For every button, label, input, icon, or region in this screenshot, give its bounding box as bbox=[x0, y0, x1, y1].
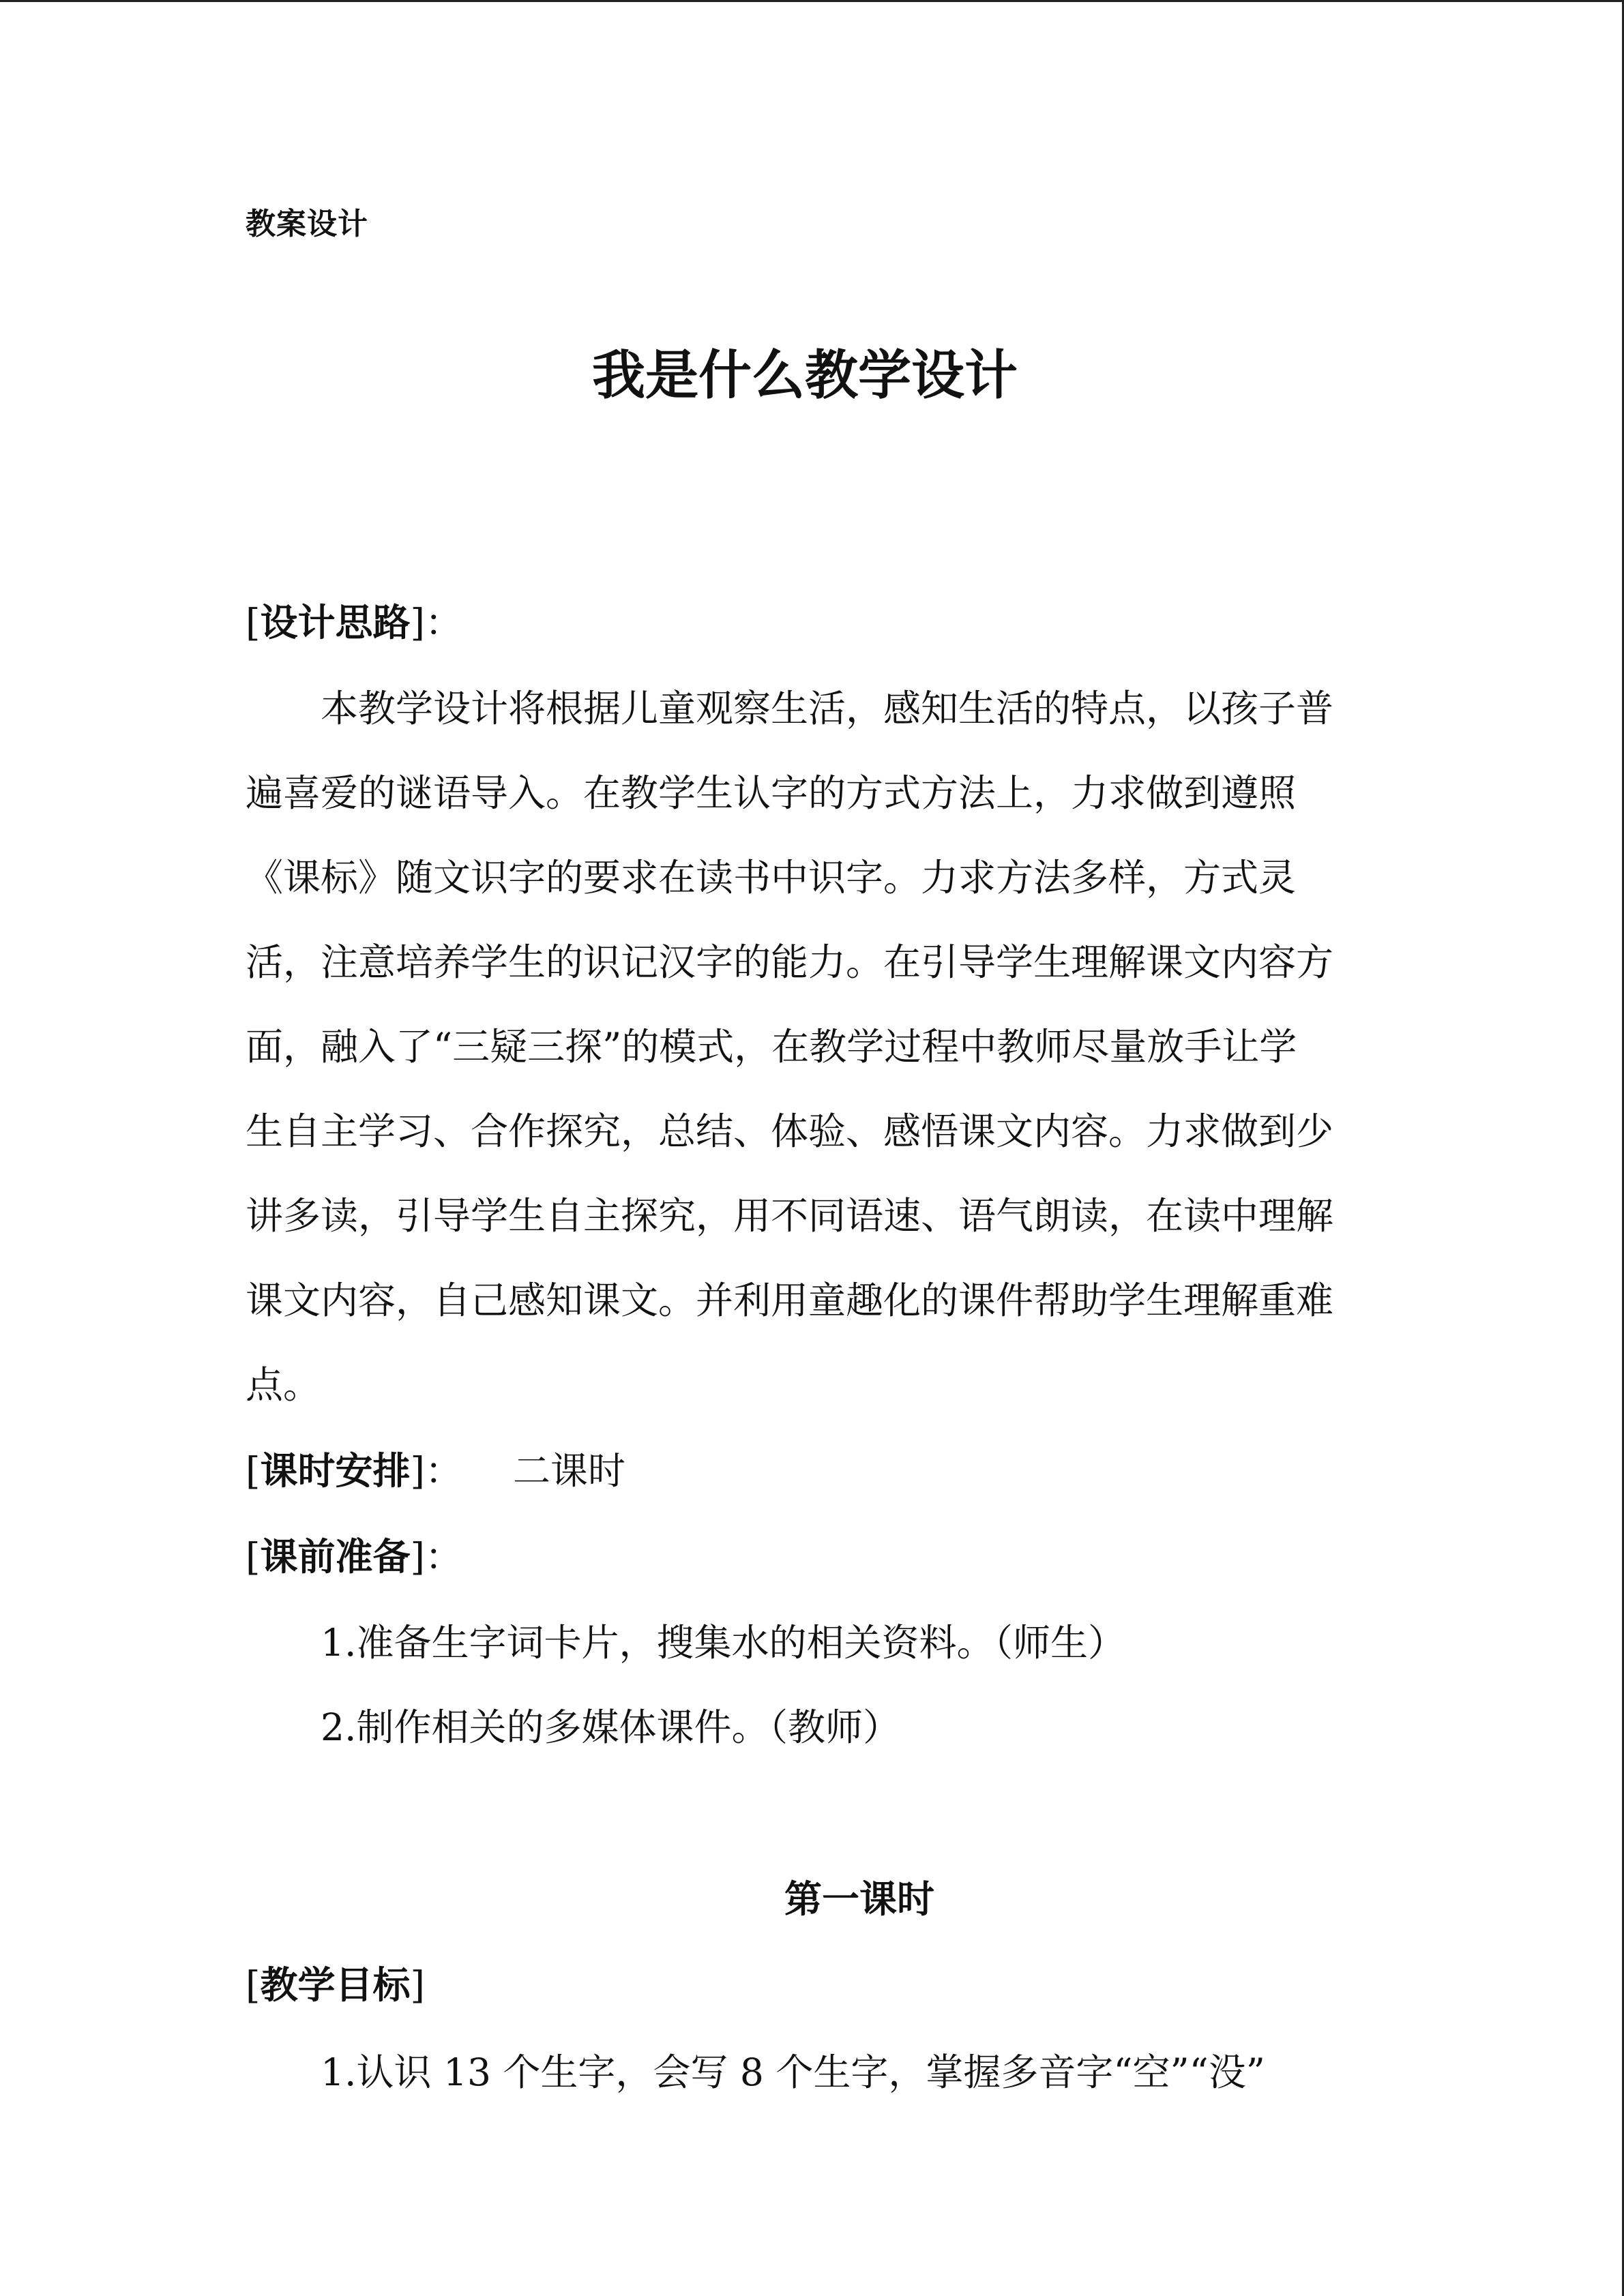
paragraph-line: 遍喜爱的谜语导入。在教学生认字的方式方法上，力求做到遵照 bbox=[246, 771, 1297, 815]
document-title: 我是什么教学设计 bbox=[591, 345, 1018, 406]
section-heading-design-ideas: [设计思路]： bbox=[246, 601, 462, 644]
preparation-item: 2.制作相关的多媒体课件。（教师） bbox=[321, 1705, 900, 1749]
section-heading-preparation: [课前准备]： bbox=[246, 1535, 462, 1579]
section-heading-schedule: [课时安排]： bbox=[246, 1449, 462, 1493]
header-label: 教案设计 bbox=[246, 207, 368, 241]
paragraph-line: 本教学设计将根据儿童观察生活，感知生活的特点，以孩子普 bbox=[321, 687, 1334, 730]
paragraph-line: 课文内容，自己感知课文。并利用童趣化的课件帮助学生理解重难 bbox=[246, 1279, 1334, 1322]
goal-item: 1.认识 13 个生字，会写 8 个生字，掌握多音字“空”“没” bbox=[321, 2051, 1265, 2094]
paragraph-line: 《课标》随文识字的要求在读书中识字。力求方法多样，方式灵 bbox=[246, 856, 1297, 899]
paragraph-line: 面，融入了“三疑三探”的模式，在教学过程中教师尽量放手让学 bbox=[246, 1025, 1297, 1069]
paragraph-line: 点。 bbox=[246, 1363, 321, 1407]
lesson-heading: 第一课时 bbox=[784, 1877, 934, 1921]
preparation-item: 1.准备生字词卡片，搜集水的相关资料。（师生） bbox=[321, 1621, 1125, 1665]
page-border-top bbox=[0, 0, 1624, 2]
section-heading-goals: [教学目标] bbox=[246, 1963, 425, 2007]
paragraph-line: 活，注意培养学生的识记汉字的能力。在引导学生理解课文内容方 bbox=[246, 940, 1334, 984]
schedule-value: 二课时 bbox=[513, 1449, 626, 1493]
section-heading-text: 设计思路 bbox=[260, 601, 411, 644]
paragraph-line: 讲多读，引导学生自主探究，用不同语速、语气朗读，在读中理解 bbox=[246, 1194, 1334, 1238]
section-heading-text: 教学目标 bbox=[260, 1963, 411, 2007]
section-heading-text: 课时安排 bbox=[260, 1449, 411, 1493]
paragraph-line: 生自主学习、合作探究，总结、体验、感悟课文内容。力求做到少 bbox=[246, 1109, 1334, 1153]
section-heading-text: 课前准备 bbox=[260, 1535, 411, 1579]
